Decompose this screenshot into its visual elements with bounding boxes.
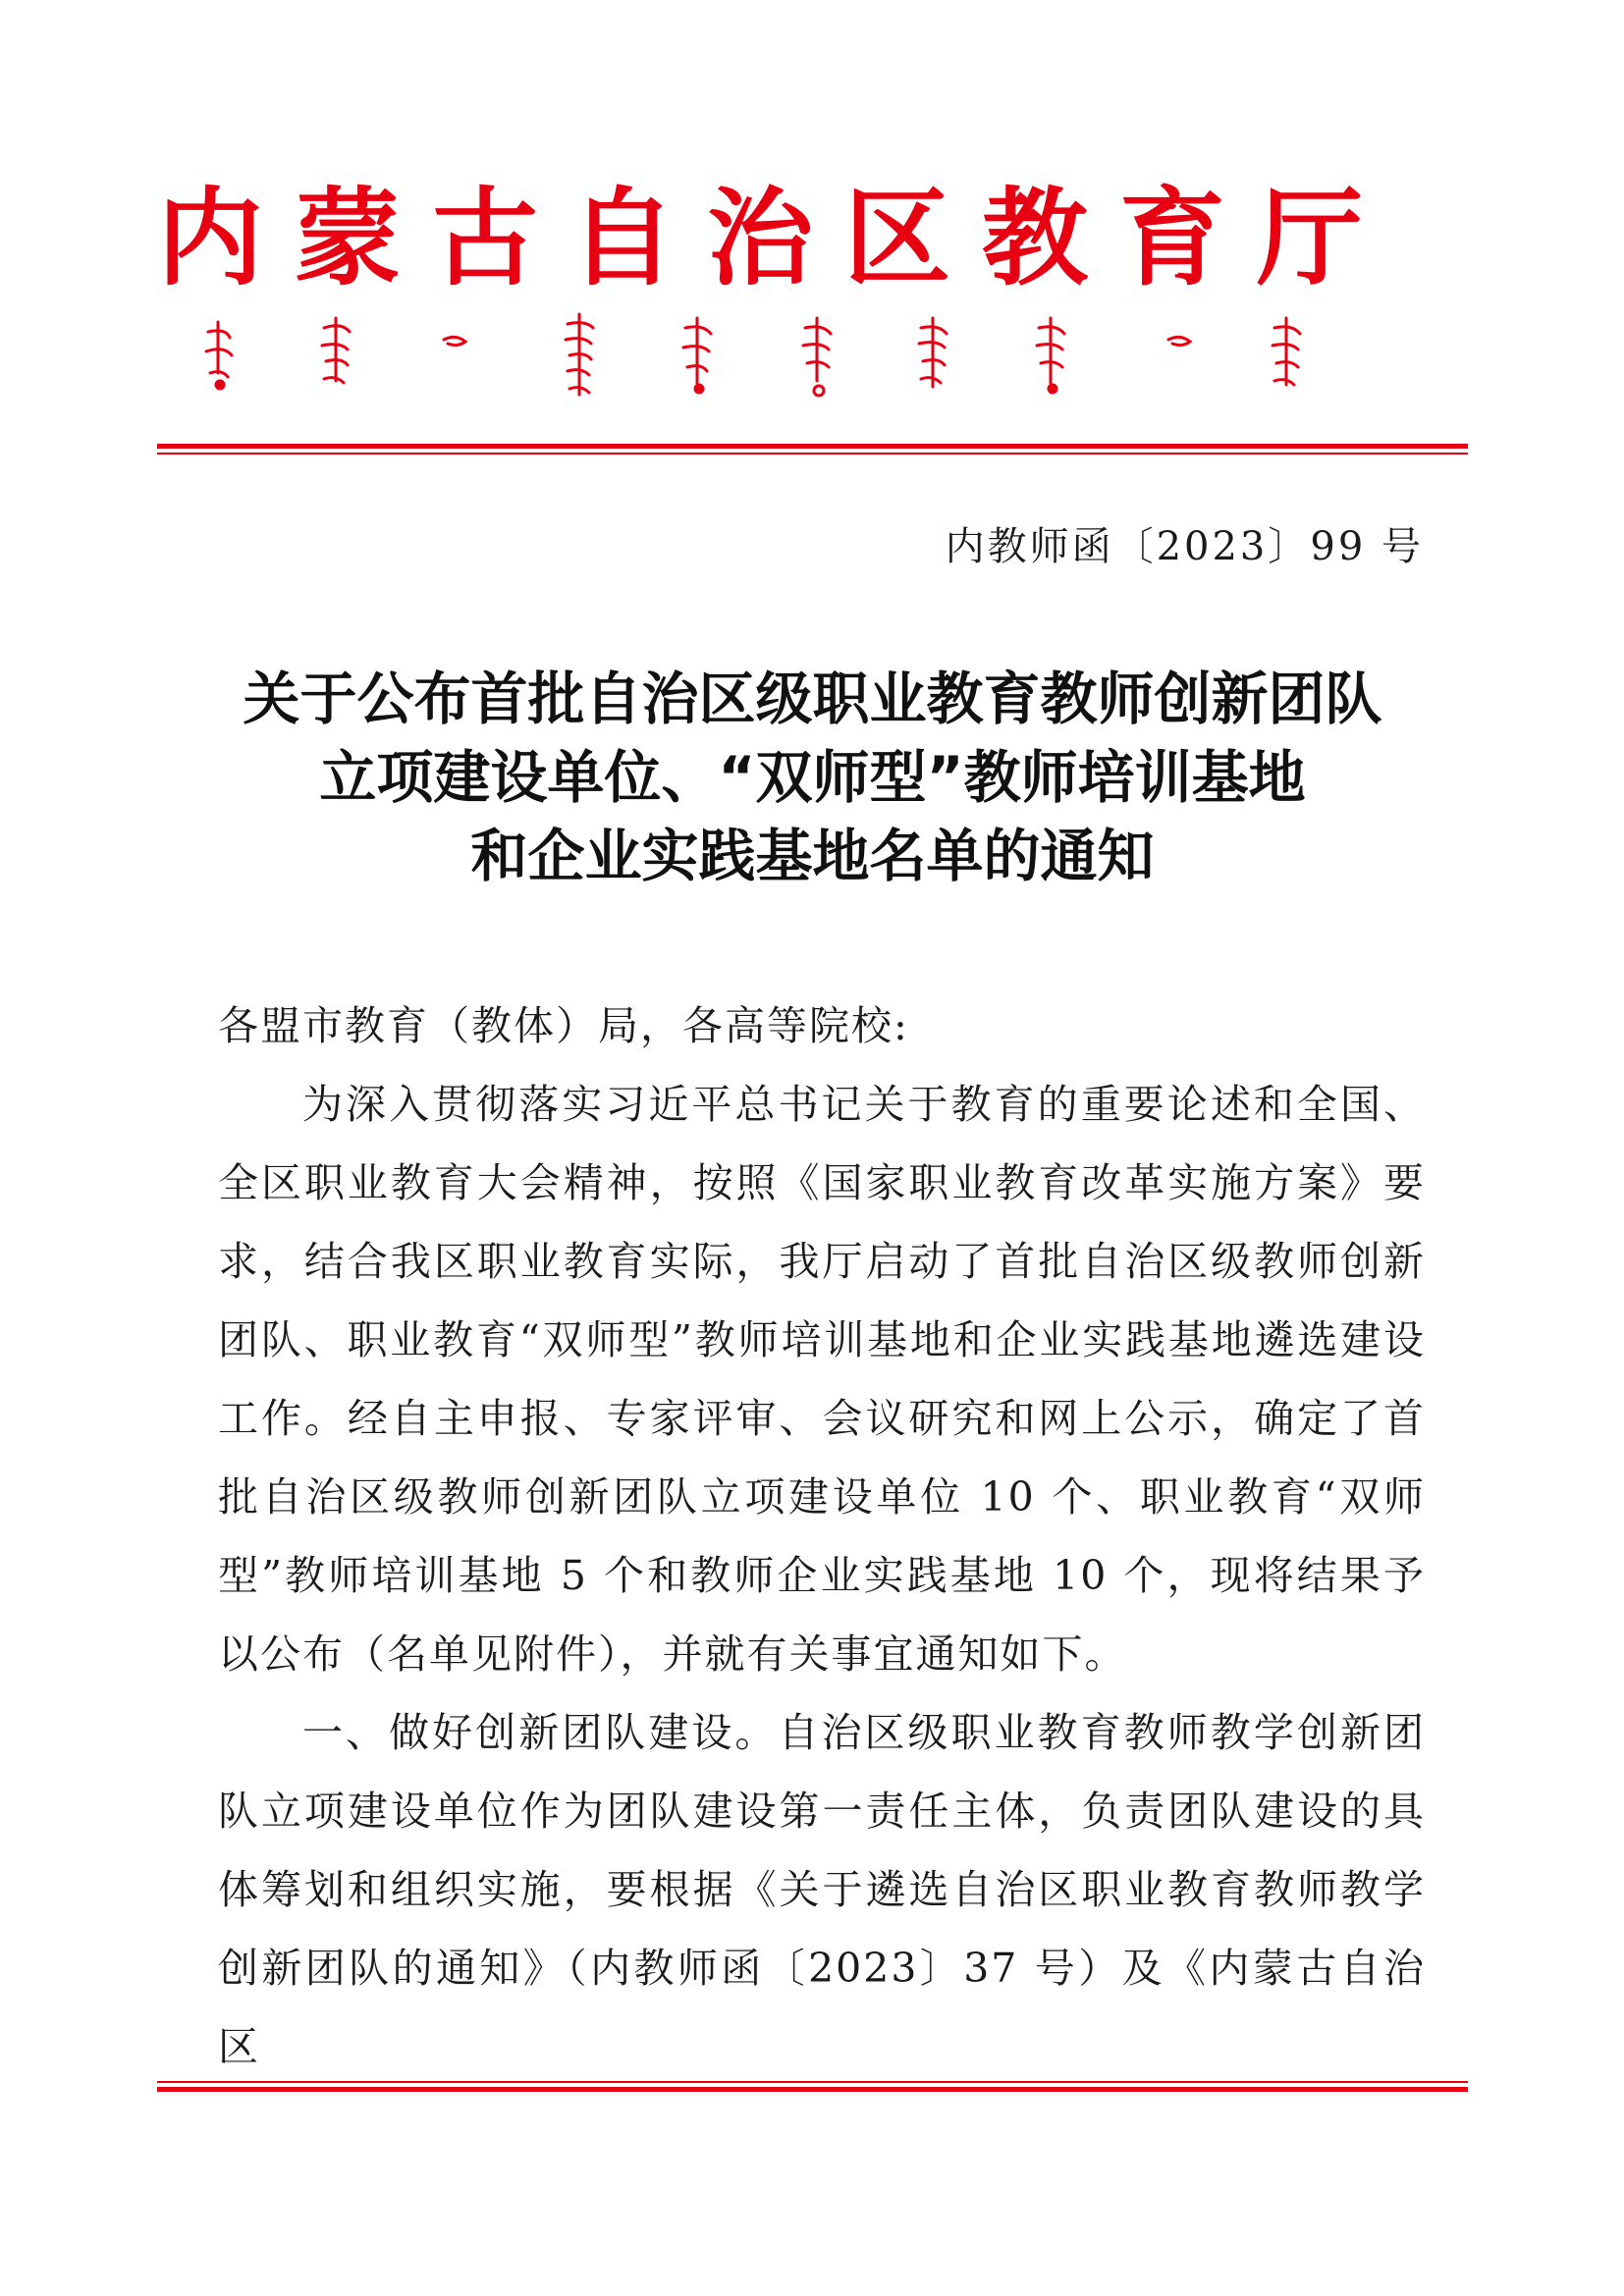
header-rule-thick (157, 444, 1468, 449)
footer-rule-thin (157, 2081, 1468, 2083)
mongolian-script-logo (157, 304, 1384, 412)
salutation: 各盟市教育（教体）局，各高等院校: (218, 1002, 909, 1049)
document-title-line: 和企业实践基地名单的通知 (470, 823, 1155, 889)
body-paragraph: 一、做好创新团队建设。自治区级职业教育教师教学创新团队立项建设单位作为团队建设第一责任主体，负责团队建设的具体筹划和组织实施，要根据《关于遴选自治区职业教育教师教学创新团队的通知》（内教师函〔2023〕37 号）及《内蒙古自治区 (218, 1709, 1426, 2070)
footer-rule-thick (157, 2087, 1468, 2092)
header-rule-thin (157, 453, 1468, 454)
mongolian-script-glyphs (157, 304, 1384, 412)
footer-red-rule (157, 2081, 1468, 2092)
document-number: 内教师函〔2023〕99 号 (945, 524, 1424, 569)
body-paragraph: 为深入贯彻落实习近平总书记关于教育的重要论述和全国、全区职业教育大会精神，按照《国家职业教育改革实施方案》要求，结合我区职业教育实际，我厅启动了首批自治区级教师创新团队、职业教育“双师型”教师培训基地和企业实践基地遴选建设工作。经自主申报、专家评审、会议研究和网上公示，确定了首批自治区级教师创新团队立项建设单位 10 个、职业教育“双师型”教师培训基地 5 个和教师企业实践基地 10 个，现将结果予以公布（名单见附件），并就有关事宜通知如下。 (218, 1081, 1426, 1678)
masthead-org-name: 内蒙古自治区教育厅 (157, 178, 1395, 300)
header-red-rule (157, 444, 1468, 454)
document-title-line: 关于公布首批自治区级职业教育教师创新团队 (243, 666, 1382, 732)
document-title (157, 660, 1468, 895)
document-body (218, 987, 1426, 2086)
document-title-line: 立项建设单位、“双师型”教师培训基地 (319, 744, 1306, 811)
